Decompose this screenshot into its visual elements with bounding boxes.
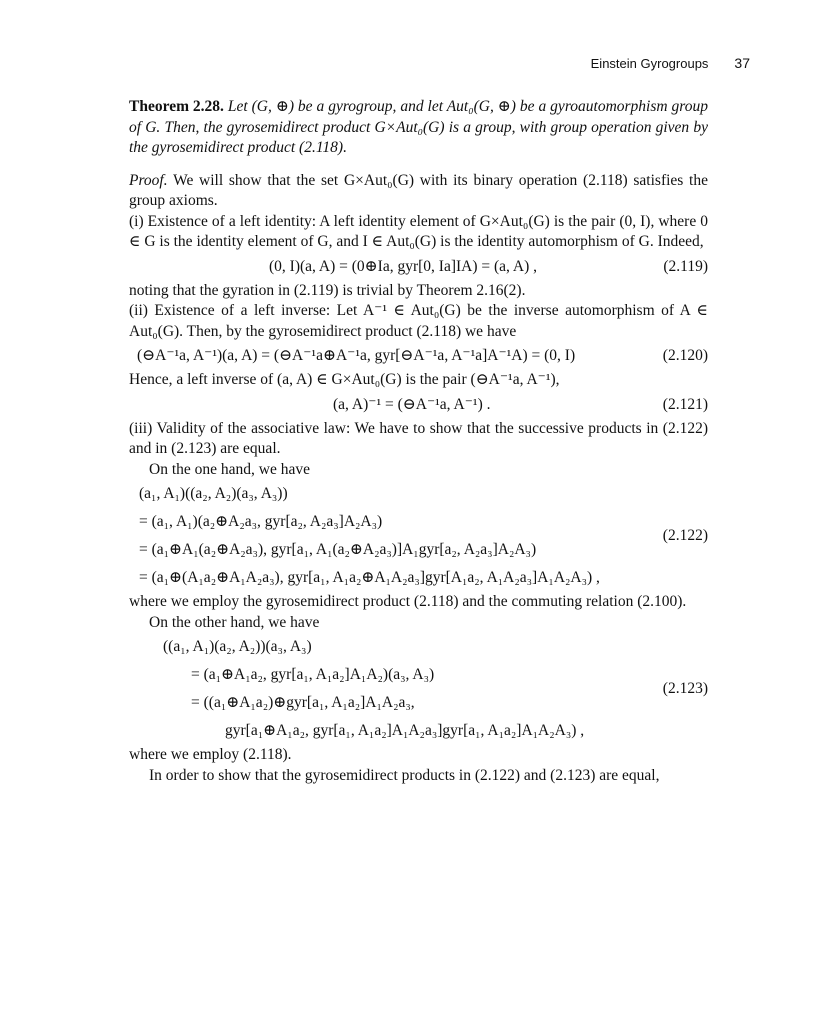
theorem-statement [129,97,708,159]
other-hand-paragraph: On the other hand, we have [149,613,320,631]
equation-line [129,536,708,564]
equation-line [129,717,708,745]
equation-line [129,661,708,689]
equation-line [129,633,708,661]
proof-intro-text: We will show that the set G×Aut₀(G) with its binary operation (2.118) satisfies the group axioms. [129,171,708,209]
equation-number: (2.123) [662,680,708,697]
equation-line-text: = (a₁⊕(A₁a₂⊕A₁A₂a₃), gyr[a₁, A₁a₂⊕A₁A₂a₃]gyr[A₁a₂, A₁A₂a₃]A₁A₂A₃) , [139,569,600,586]
equation-line-text: = (a₁, A₁)(a₂⊕A₂a₃, gyr[a₂, A₂a₃]A₂A₃) [139,513,383,530]
equation-line-text: ((a₁, A₁)(a₂, A₂))(a₃, A₃) [163,638,312,655]
associativity-paragraph: (iii) Validity of the associative law: We have to show that the successive products in (2.122) and in (2.123) are equal. [129,419,708,457]
equation-line [129,508,708,536]
left-inverse-paragraph: (ii) Existence of a left inverse: Let A⁻¹ ∈ Aut₀(G) be the inverse automorphism of A ∈ Aut₀(G). Then, by the gyrosemidirect product (2.118) we have [129,302,708,340]
proof-intro [129,171,708,212]
proof-label: Proof. [129,171,168,189]
equation-line-text: = ((a₁⊕A₁a₂)⊕gyr[a₁, A₁a₂]A₁A₂a₃, [191,694,415,711]
equation-2-120 [129,342,708,370]
gyration-note: noting that the gyration in (2.119) is trivial by Theorem 2.16(2). [129,281,526,299]
equation-number: (2.121) [662,395,708,413]
equation-2-122 [129,480,708,592]
left-inverse-conclusion: Hence, a left inverse of (a, A) ∈ G×Aut₀(G) is the pair (⊖A⁻¹a, A⁻¹), [129,371,560,388]
equation-expression: (⊖A⁻¹a, A⁻¹)(a, A) = (⊖A⁻¹a⊕A⁻¹a, gyr[⊖A⁻¹a, A⁻¹a]A⁻¹A) = (0, I) [137,347,576,364]
equation-line-text: gyr[a₁⊕A₁a₂, gyr[a₁, A₁a₂]A₁A₂a₃]gyr[a₁, A₁a₂]A₁A₂A₃) , [225,722,585,739]
equation-2-123 [129,633,708,745]
employ-short-paragraph: where we employ (2.118). [129,746,292,763]
theorem-label: Theorem 2.28. [129,98,224,115]
equation-line [129,689,708,717]
equation-2-119 [129,253,708,281]
equation-number: (2.122) [662,527,708,544]
running-title: Einstein Gyrogroups [590,56,709,71]
equation-expression: (a, A)⁻¹ = (⊖A⁻¹a, A⁻¹) . [333,395,491,413]
equation-expression: (0, I)(a, A) = (0⊕Ia, gyr[0, Ia]IA) = (a, A) , [269,257,538,275]
final-paragraph: In order to show that the gyrosemidirect products in (2.122) and (2.123) are equal, [149,766,660,784]
running-header [591,55,750,71]
equation-line-text: (a₁, A₁)((a₂, A₂)(a₃, A₃)) [139,485,288,502]
page-number: 37 [734,55,750,71]
equation-line-text: = (a₁⊕A₁a₂, gyr[a₁, A₁a₂]A₁A₂)(a₃, A₃) [191,666,435,683]
employ-paragraph: where we employ the gyrosemidirect product (2.118) and the commuting relation (2.100). [129,593,687,610]
theorem-text: Let (G, ⊕) be a gyrogroup, and let Aut₀(G, ⊕) be a gyroautomorphism group of G. Then, the gyrosemidirect product G×Aut₀(G) is a group, with group operation given by the gyrosemidirect product (2.118). [129,98,708,156]
left-identity-paragraph: (i) Existence of a left identity: A left identity element of G×Aut₀(G) is the pair (0, I), where 0 ∈ G is the identity element of G, and I ∈ Aut₀(G) is the identity automorphism of G. Indeed, [129,212,708,250]
equation-line [129,564,708,592]
page-body [129,97,708,786]
equation-line [129,480,708,508]
equation-number: (2.120) [662,347,708,364]
equation-number: (2.119) [663,257,708,275]
equation-2-121 [129,391,708,419]
equation-line-text: = (a₁⊕A₁(a₂⊕A₂a₃), gyr[a₁, A₁(a₂⊕A₂a₃)]A₁gyr[a₂, A₂a₃]A₂A₃) [139,541,537,558]
one-hand-paragraph: On the one hand, we have [149,460,310,478]
